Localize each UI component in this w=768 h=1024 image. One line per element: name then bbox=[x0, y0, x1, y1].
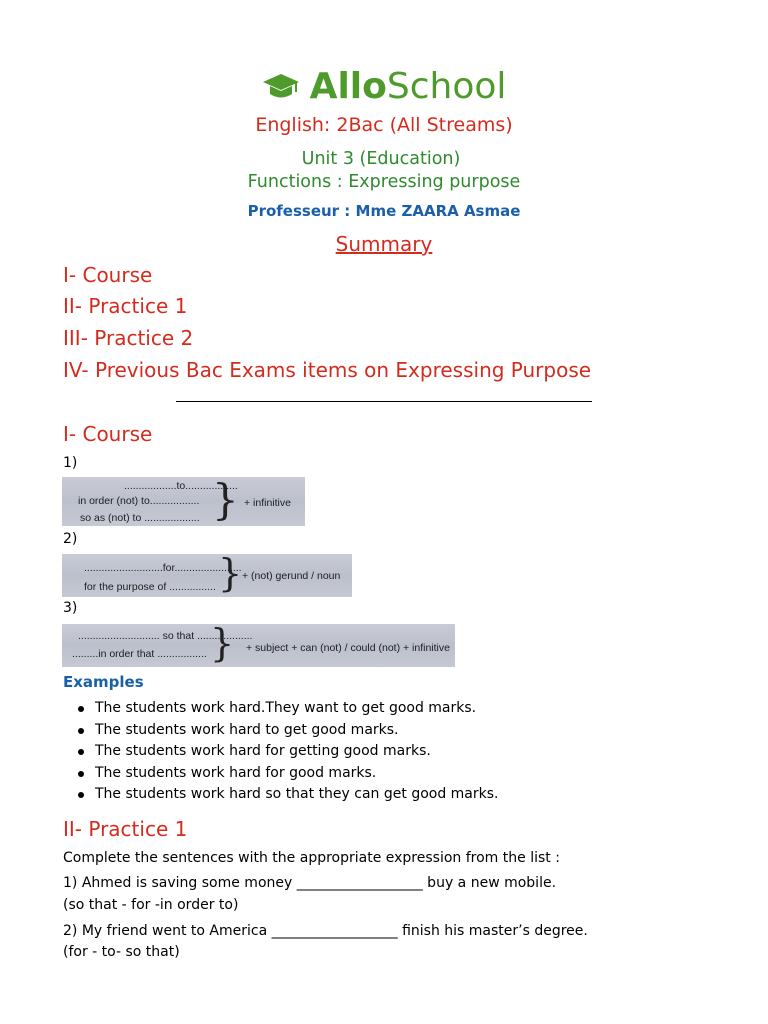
structure-result: + (not) gerund / noun bbox=[242, 570, 341, 582]
professor-name: Professeur : Mme ZAARA Asmae bbox=[247, 202, 521, 220]
examples-list bbox=[63, 698, 499, 806]
structure-line: .........in order that ................. bbox=[72, 648, 207, 660]
structure-line: ...........................for....................... bbox=[84, 562, 242, 574]
structure-line: in order (not) to................. bbox=[78, 495, 200, 507]
horizontal-divider bbox=[176, 401, 592, 402]
question-options: (so that - for -in order to) bbox=[63, 897, 239, 913]
logo-text-light: School bbox=[386, 66, 507, 107]
summary-item[interactable]: III- Practice 2 bbox=[63, 326, 194, 350]
practice1-heading: II- Practice 1 bbox=[63, 817, 188, 841]
practice1-instruction: Complete the sentences with the appropriate expression from the list : bbox=[63, 850, 560, 866]
question-sentence: 1) Ahmed is saving some money __________________ buy a new mobile. bbox=[63, 875, 557, 891]
question-sentence: 2) My friend went to America __________________ finish his master’s degree. bbox=[63, 923, 588, 939]
list-item: The students work hard for good marks. bbox=[95, 763, 499, 785]
structure-line: for the purpose of ................ bbox=[84, 581, 216, 593]
summary-item[interactable]: II- Practice 1 bbox=[63, 294, 188, 318]
subject-title: English: 2Bac (All Streams) bbox=[255, 114, 513, 136]
course-block-number: 1) bbox=[63, 455, 78, 471]
functions-title: Functions : Expressing purpose bbox=[247, 172, 521, 192]
summary-title: Summary bbox=[335, 232, 433, 256]
course-image-infinitive bbox=[62, 477, 305, 526]
list-item: The students work hard so that they can get good marks. bbox=[95, 784, 499, 806]
brace-icon: } bbox=[212, 477, 239, 524]
structure-result: + subject + can (not) / could (not) + infinitive bbox=[246, 642, 450, 654]
list-item: The students work hard for getting good marks. bbox=[95, 741, 499, 763]
brace-icon: } bbox=[210, 624, 235, 665]
summary-item[interactable]: IV- Previous Bac Exams items on Expressing Purpose bbox=[63, 358, 592, 382]
graduation-cap-icon bbox=[262, 72, 300, 102]
course-image-gerund bbox=[62, 554, 352, 597]
structure-line: ............................ so that ................... bbox=[78, 630, 253, 642]
course-block-number: 2) bbox=[63, 531, 78, 547]
unit-title: Unit 3 (Education) bbox=[301, 149, 461, 169]
course-block-number: 3) bbox=[63, 600, 78, 616]
alloschool-logo[interactable] bbox=[0, 66, 768, 107]
course-heading: I- Course bbox=[63, 422, 153, 446]
list-item: The students work hard to get good marks. bbox=[95, 720, 499, 742]
examples-heading: Examples bbox=[63, 673, 144, 691]
question-options: (for - to- so that) bbox=[63, 944, 180, 960]
structure-line: so as (not) to ................... bbox=[80, 512, 200, 524]
summary-item[interactable]: I- Course bbox=[63, 263, 153, 287]
structure-result: + infinitive bbox=[244, 497, 291, 509]
logo-text-bold: Allo bbox=[309, 66, 387, 107]
course-image-so-that bbox=[62, 624, 455, 667]
brace-icon: } bbox=[218, 554, 243, 595]
logo-text bbox=[310, 66, 507, 107]
list-item: The students work hard.They want to get good marks. bbox=[95, 698, 499, 720]
structure-line: ..................to.................. bbox=[124, 480, 238, 492]
